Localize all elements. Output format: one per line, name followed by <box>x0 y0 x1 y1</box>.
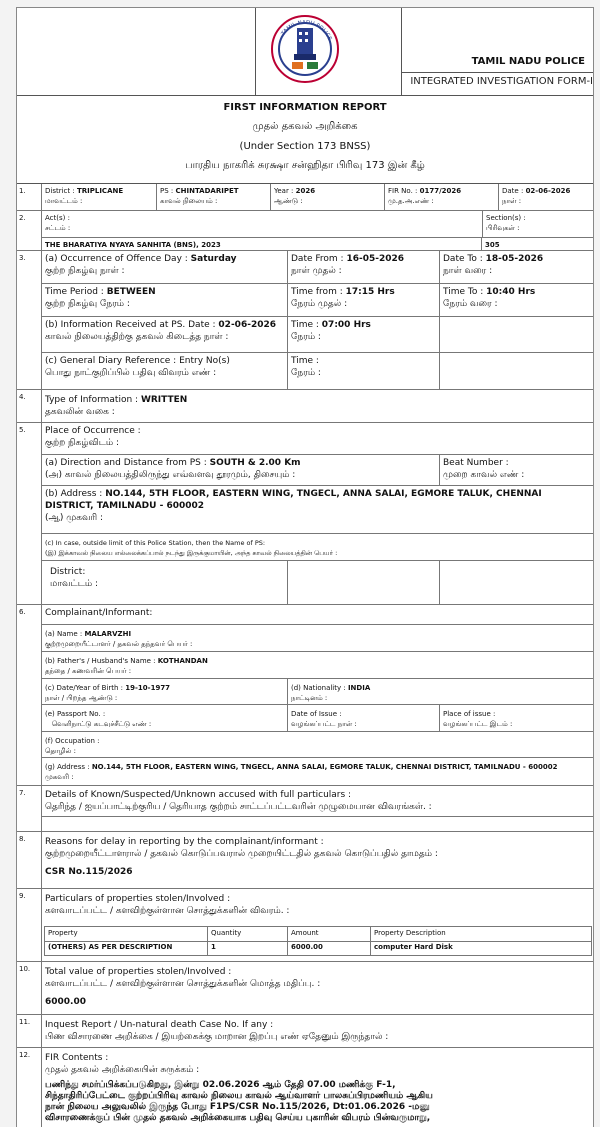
row-number: 11. <box>17 1015 42 1047</box>
row-number: 4. <box>17 390 42 422</box>
place-label-tamil: குற்ற நிகழ்விடம் : <box>45 438 120 448</box>
act-label-tamil: சட்டம் : <box>45 224 71 232</box>
total-value-label: Total value of properties stolen/Involved : <box>45 967 232 977</box>
row-number: 9. <box>17 889 42 961</box>
complainant-address-value: NO.144, 5TH FLOOR, EASTERN WING, TNGECL, ANNA SALAI, EGMORE TALUK, CHENNAI DISTRICT, TAMILNADU - 600002 <box>91 763 558 771</box>
table-header: Amount <box>288 927 371 941</box>
date-from-label-tamil: நாள் முதல் : <box>291 266 342 276</box>
dob-label-tamil: நாள் / பிறந்த ஆண்டு : <box>45 694 118 702</box>
row-number: 10. <box>17 962 42 1014</box>
info-type-value: WRITTEN <box>140 395 188 405</box>
date-from-label: Date From : <box>291 254 344 264</box>
occurrence-day-label: (a) Occurrence of Offence Day : <box>45 254 188 264</box>
row-8 <box>17 832 593 889</box>
occurrence-address-label: (b) Address : <box>45 489 103 499</box>
properties-table <box>44 926 592 956</box>
occurrence-day-label-tamil: குற்ற நிகழ்வு நாள் : <box>45 266 125 276</box>
father-name-label-tamil: தந்தை / கணவரின் பெயர் : <box>45 667 132 675</box>
ps-value: CHINTADARIPET <box>175 187 239 195</box>
date-to-label-tamil: நாள் வரை : <box>443 266 493 276</box>
info-received-label: (b) Information Received at PS. Date : <box>45 320 216 330</box>
accused-label: Details of Known/Suspected/Unknown accused with full particulars : <box>45 790 352 800</box>
outside-district-label: District: <box>50 567 86 577</box>
row-3 <box>17 251 593 390</box>
tamil-nadu-police-seal-icon <box>269 13 341 85</box>
complainant-name-label-tamil: குற்றமுறையீட்டாளர் / தகவல் தந்தவர் பெயர் : <box>45 640 193 648</box>
org-name: TAMIL NADU POLICE <box>471 56 585 67</box>
nationality-label: (d) Nationality : <box>291 684 346 692</box>
row-12 <box>17 1048 593 1127</box>
occupation-label-tamil: தொழில் : <box>45 747 76 755</box>
date-label: Date : <box>502 187 524 195</box>
occurrence-address-label-tamil: (ஆ) முகவரி : <box>45 513 103 523</box>
section-label-tamil: பிரிவுகள் : <box>486 224 520 232</box>
beat-label-tamil: முறை காவல் எண் : <box>443 470 525 480</box>
info-received-time: 07:00 Hrs <box>321 320 371 330</box>
occupation-label: (f) Occupation : <box>45 737 100 745</box>
time-period-label: Time Period : <box>45 287 104 297</box>
properties-label-tamil: களவாடப்பட்ட / களவிற்குள்ளான சொத்துக்களின் விவரம். : <box>45 906 290 916</box>
fir-contents-text <box>42 1078 594 1126</box>
passport-label-tamil: வெளிநாட்டு கடவுச்சீட்டு எண் : <box>51 720 152 728</box>
table-cell: (OTHERS) AS PER DESCRIPTION <box>45 941 208 956</box>
properties-label: Particulars of properties stolen/Involved : <box>45 894 231 904</box>
act-label: Act(s) : <box>45 214 70 222</box>
row-number: 2. <box>17 211 42 250</box>
fir-label: FIR No. : <box>388 187 418 195</box>
time-from-label-tamil: நேரம் முதல் : <box>291 299 348 309</box>
section-value: 305 <box>485 241 500 249</box>
gd-reference-label-tamil: பொது நாட்குறிப்பில் பதிவு விவரம் எண் : <box>45 368 217 378</box>
fir-contents-line: நான் நிலைய அலுவலில் இருந்த போது F1PS/CSR No.115/2026, Dt:01.06.2026 -மனு <box>45 1102 430 1112</box>
complainant-name-value: MALARVZHI <box>84 630 132 638</box>
nationality-value: INDIA <box>347 684 371 692</box>
row-number: 5. <box>17 423 42 604</box>
form-name: INTEGRATED INVESTIGATION FORM-I <box>410 76 593 87</box>
fir-contents-label-tamil: முதல் தகவல் அறிக்கையின் சுருக்கம் : <box>45 1065 200 1075</box>
dob-value: 19-10-1977 <box>125 684 171 692</box>
district-value: TRIPLICANE <box>76 187 124 195</box>
table-cell: 6000.00 <box>288 941 371 956</box>
row-2 <box>17 211 593 251</box>
district-label-tamil: மாவட்டம் : <box>45 197 83 205</box>
father-name-label: (b) Father's / Husband's Name : <box>45 657 156 665</box>
fir-contents-line: விசாரணைக்குப் பின் முதல் தகவல் அறிக்கையாக பதிவு செய்ய புகாரின் விபரம் பின்வருமாறு, <box>45 1113 431 1123</box>
outside-ps-label: (c) In case, outside limit of this Police Station, then the Name of PS: <box>45 539 266 547</box>
row-6 <box>17 605 593 786</box>
report-section-tamil: பாரதிய நாகரிக் சுரக்ஷா சன்ஹிதா பிரிவு 173 இன் கீழ் <box>185 160 425 171</box>
row-4 <box>17 390 593 423</box>
issue-place-label-tamil: வழங்கப்பட்ட இடம் : <box>443 720 513 728</box>
direction-value: SOUTH & 2.00 Km <box>209 458 301 468</box>
info-received-time-label-tamil: நேரம் : <box>291 332 321 342</box>
row-10 <box>17 962 593 1015</box>
table-header: Property Description <box>374 929 446 937</box>
info-type-label: Type of Information : <box>45 395 139 405</box>
row-number: 3. <box>17 251 42 389</box>
ps-label-tamil: காவல் நிலையம் : <box>160 197 218 205</box>
inquest-label: Inquest Report / Un-natural death Case No. If any : <box>45 1020 274 1030</box>
accused-label-tamil: தெரிந்த / ஐயப்பாட்டிற்குரிய / தெரியாத குற்றம் சாட்டப்பட்டவரின் முழுமையான விவரங்கள். : <box>45 802 432 812</box>
time-period-label-tamil: குற்ற நிகழ்வு நேரம் : <box>45 299 130 309</box>
date-label-tamil: நாள் : <box>502 197 522 205</box>
nationality-label-tamil: நாட்டினம் : <box>291 694 328 702</box>
fir-contents-label: FIR Contents : <box>45 1053 109 1063</box>
date-value: 02-06-2026 <box>525 187 571 195</box>
issue-date-label-tamil: வழங்கப்பட்ட நாள் : <box>291 720 357 728</box>
svg-text:TAMIL NADU POLICE: TAMIL NADU POLICE <box>280 19 333 42</box>
father-name-value: KOTHANDAN <box>157 657 208 665</box>
total-value-label-tamil: களவாடப்பட்ட / களவிற்குள்ளான சொத்துக்களின் மொத்த மதிப்பு. : <box>45 979 321 989</box>
row-number: 1. <box>17 184 42 210</box>
table-cell: computer Hard Disk <box>374 943 453 951</box>
time-to-value: 10:40 Hrs <box>486 287 536 297</box>
outside-ps-label-tamil: (இ) இக்காவல் நிலைய எல்லைக்கப்பால் நடந்து இருக்குமாயின், அந்த காவல் நிலையத்தின் பெயர் : <box>45 549 338 557</box>
row-number: 7. <box>17 786 42 831</box>
total-value-value: 6000.00 <box>45 997 86 1007</box>
gd-time-label-tamil: நேரம் : <box>291 368 321 378</box>
row-9 <box>17 889 593 962</box>
row-1 <box>17 184 593 211</box>
year-label-tamil: ஆண்டு : <box>274 197 303 205</box>
table-cell: 1 <box>208 941 288 956</box>
act-value: THE BHARATIYA NYAYA SANHITA (BNS), 2023 <box>45 241 221 249</box>
delay-reason-label-tamil: குற்றமுறையீட்டாளரால் / தகவல் கொடுப்பவரால் முறையிட்டதில் தகவல் கொடுப்பதில் தாமதம் : <box>45 849 438 859</box>
passport-label: (e) Passport No. : <box>45 710 106 718</box>
inquest-label-tamil: பிண விசாரணை அறிக்கை / இயற்கைக்கு மாறான இறப்பு எண் ஏதேனும் இருந்தால் : <box>45 1032 389 1042</box>
date-from-value: 16-05-2026 <box>346 254 405 264</box>
beat-label: Beat Number : <box>443 458 509 468</box>
fir-document <box>16 7 594 1127</box>
complainant-label: Complainant/Informant: <box>45 608 153 618</box>
complainant-name-label: (a) Name : <box>45 630 83 638</box>
delay-reason-value: CSR No.115/2026 <box>45 867 133 877</box>
report-title-tamil: முதல் தகவல் அறிக்கை <box>252 121 358 132</box>
time-period-value: BETWEEN <box>106 287 156 297</box>
fir-label-tamil: மு.த.அ.எண் : <box>388 197 434 205</box>
gd-reference-label: (c) General Diary Reference : Entry No(s) <box>45 356 230 366</box>
place-label: Place of Occurrence : <box>45 426 141 436</box>
ps-label: PS : <box>160 187 174 195</box>
issue-date-label: Date of Issue : <box>291 710 342 718</box>
complainant-address-label-tamil: முகவரி : <box>45 773 74 781</box>
info-type-label-tamil: தகவலின் வகை : <box>45 407 115 417</box>
complainant-address-label: (g) Address : <box>45 763 90 771</box>
occurrence-day-value: Saturday <box>190 254 237 264</box>
delay-reason-label: Reasons for delay in reporting by the complainant/informant : <box>45 837 324 847</box>
row-number: 8. <box>17 832 42 888</box>
time-from-value: 17:15 Hrs <box>345 287 395 297</box>
year-value: 2026 <box>295 187 316 195</box>
row-number: 6. <box>17 605 42 785</box>
section-label: Section(s) : <box>486 214 526 222</box>
report-title: FIRST INFORMATION REPORT <box>223 102 387 113</box>
table-header: Property <box>45 927 208 941</box>
row-7 <box>17 786 593 832</box>
district-label: District : <box>45 187 75 195</box>
year-label: Year : <box>274 187 294 195</box>
dob-label: (c) Date/Year of Birth : <box>45 684 124 692</box>
occurrence-address-value: NO.144, 5TH FLOOR, EASTERN WING, TNGECL, ANNA SALAI, EGMORE TALUK, CHENNAI DISTRICT, TAMILNADU - 600002 <box>45 489 542 511</box>
info-received-label-tamil: காவல் நிலையத்திற்கு தகவல் கிடைத்த நாள் : <box>45 332 229 342</box>
date-to-value: 18-05-2026 <box>485 254 544 264</box>
direction-label: (a) Direction and Distance from PS : <box>45 458 207 468</box>
date-to-label: Date To : <box>443 254 483 264</box>
fir-value: 0177/2026 <box>419 187 462 195</box>
time-to-label-tamil: நேரம் வரை : <box>443 299 498 309</box>
report-title-block <box>17 96 593 184</box>
outside-district-label-tamil: மாவட்டம் : <box>50 579 99 589</box>
row-5 <box>17 423 593 605</box>
gd-time-label: Time : <box>291 356 319 366</box>
table-header: Quantity <box>208 927 288 941</box>
row-number: 12. <box>17 1048 42 1127</box>
row-11 <box>17 1015 593 1048</box>
info-received-time-label: Time : <box>291 320 319 330</box>
fir-contents-line: சிந்தாதிரிப்பேட்டை குற்றப்பிரிவு காவல் நிலைய காவல் ஆய்வாளர் பாலசுப்பிரமணியம் ஆகிய <box>45 1091 433 1101</box>
document-header <box>17 8 593 96</box>
direction-label-tamil: (அ) காவல் நிலையத்திலிருந்து எவ்வளவு தூரமும், திசையும் : <box>45 470 296 480</box>
time-from-label: Time from : <box>291 287 343 297</box>
report-section: (Under Section 173 BNSS) <box>239 141 371 152</box>
issue-place-label: Place of issue : <box>443 710 496 718</box>
fir-contents-line: பணிந்து சமர்ப்பிக்கப்படுகிறது, இன்று 02.06.2026 ஆம் தேதி 07.00 மணிக்கு F-1, <box>45 1080 396 1090</box>
info-received-date: 02-06-2026 <box>218 320 276 330</box>
time-to-label: Time To : <box>443 287 484 297</box>
